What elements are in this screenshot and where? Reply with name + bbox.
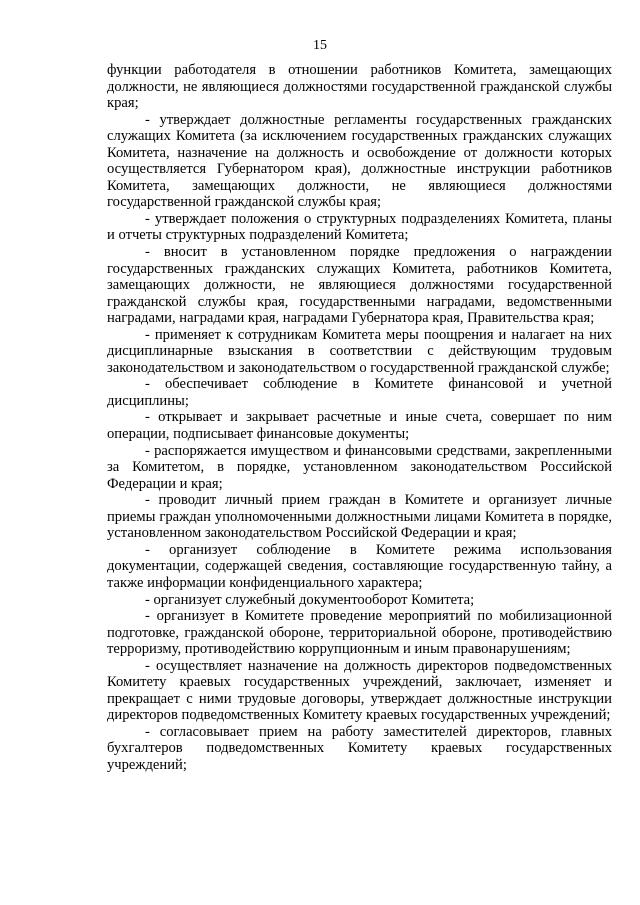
paragraph: - применяет к сотрудникам Комитета меры поощрения и налагает на них дисциплинарные взыскания в соответствии с действующим трудовым законодательством и законодательством о государственной гражданской службе; — [107, 326, 612, 376]
paragraph: - организует соблюдение в Комитете режима использования документации, содержащей сведения, составляющие государственную тайну, а также информации конфиденциального характера; — [107, 541, 612, 591]
paragraph: - организует служебный документооборот Комитета; — [145, 591, 475, 608]
paragraph: - утверждает должностные регламенты государственных гражданских служащих Комитета (за исключением государственных гражданских служащих Комитета, назначение на должность и освобождение от должности которых осуществляется Губернатором края), должностные инструкции работников Комитета, замещающих должности, не являющиеся должностями государственной гражданской службы края; — [107, 111, 612, 211]
paragraph: - обеспечивает соблюдение в Комитете финансовой и учетной дисциплины; — [107, 376, 612, 409]
paragraph: - утверждает положения о структурных подразделениях Комитета, планы и отчеты структурных подразделений Комитета; — [107, 210, 612, 244]
paragraph: - осуществляет назначение на должность директоров подведомственных Комитету краевых государственных учреждений, заключает, изменяет и прекращает с ними трудовые договоры, утверждает должностные инструкции директоров подведомственных Комитету краевых государственных учреждений; — [107, 657, 612, 724]
paragraph: - распоряжается имуществом и финансовыми средствами, закрепленными за Комитетом, в порядке, установленном законодательством Российской Федерации и края; — [107, 442, 612, 492]
paragraph: функции работодателя в отношении работников Комитета, замещающих должности, не являющиеся должностями государственной гражданской службы края; — [107, 62, 612, 112]
paragraph: - вносит в установленном порядке предложения о награждении государственных гражданских служащих Комитета, работников Комитета, замещающих должности, не являющиеся должностями государственной гражданской службы края, государственными наградами, ведомственными наградами, наградами края, наградами Губернатора края, Правительства края; — [107, 244, 612, 327]
page-number: 15 — [313, 38, 327, 53]
paragraph: - открывает и закрывает расчетные и иные счета, совершает по ним операции, подписывает финансовые документы; — [107, 409, 612, 443]
paragraph: - проводит личный прием граждан в Комитете и организует личные приемы граждан уполномоченными должностными лицами Комитета в порядке, установленном законодательством Российской Федерации и края; — [107, 492, 612, 542]
paragraph: - согласовывает прием на работу заместителей директоров, главных бухгалтеров подведомственных Комитету краевых государственных учреждений; — [107, 723, 612, 773]
paragraph: - организует в Комитете проведение мероприятий по мобилизационной подготовке, гражданской обороне, территориальной обороне, противодействию терроризму, противодействию коррупционным и иным правонарушениям; — [107, 608, 612, 658]
document-body — [107, 62, 612, 774]
